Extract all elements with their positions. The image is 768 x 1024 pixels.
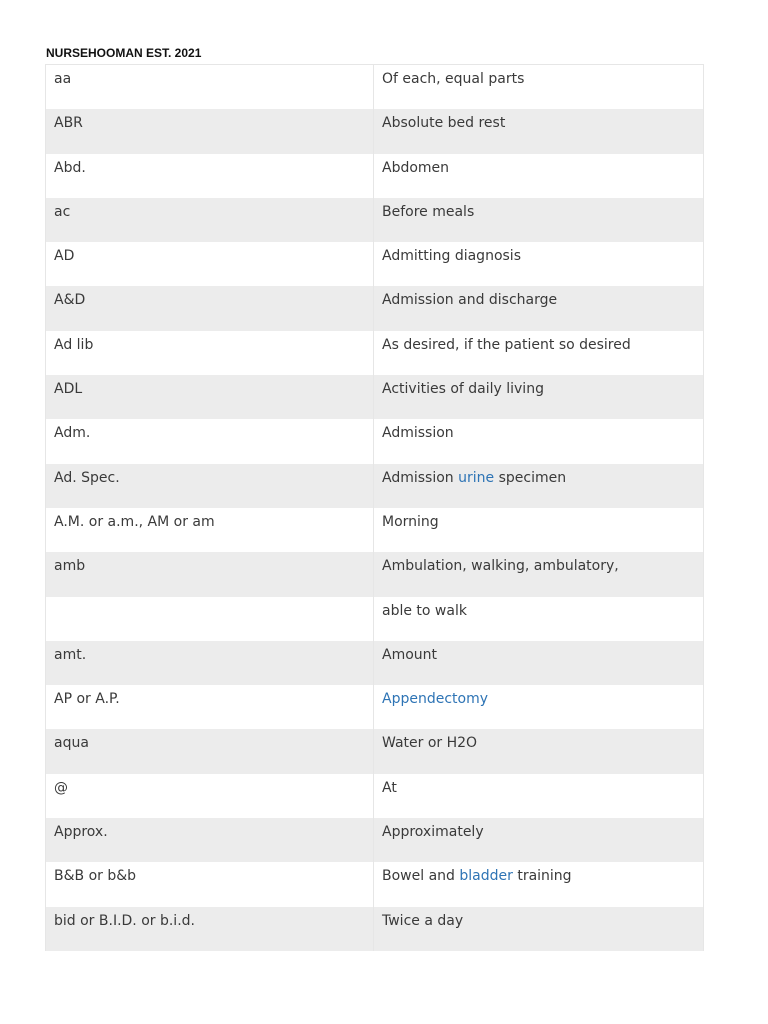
meaning-cell [374,862,703,906]
meaning-cell [374,552,703,596]
meaning-cell [374,242,703,286]
meaning-text: Of each, equal parts [382,71,525,87]
table-row [46,818,703,862]
table-row [46,331,703,375]
document-header: NURSEHOOMAN EST. 2021 [46,46,202,60]
bladder-link[interactable]: bladder [459,868,513,885]
table-row [46,597,703,641]
abbreviation-cell: aa [46,65,374,109]
meaning-text: Absolute bed rest [382,115,506,132]
meaning-text: Approximately [382,824,484,841]
meaning-cell [374,286,703,330]
meaning-cell [374,641,703,685]
meaning-cell [374,685,703,729]
table-row [46,464,703,508]
abbreviation-cell: aqua [46,729,374,773]
meaning-text: Abdomen [382,159,450,176]
meaning-text: Admission [382,469,459,486]
table-row [46,774,703,818]
abbreviation-cell: ADL [46,375,374,419]
urine-link[interactable]: urine [458,469,495,486]
table-row [46,375,703,419]
abbreviation-cell: ac [46,198,374,242]
meaning-text: As desired, if the patient so desired [382,336,631,353]
meaning-cell [374,774,703,818]
abbreviation-cell: B&B or b&b [46,862,374,906]
table-row [46,286,703,330]
meaning-text: Admission [382,425,454,442]
abbreviation-cell: AP or A.P. [46,685,374,729]
meaning-cell [374,331,703,375]
meaning-cell [374,375,703,419]
abbreviation-cell: @ [46,774,374,818]
abbreviation-cell: amb [46,552,374,596]
abbreviation-cell: ABR [46,109,374,153]
meaning-cell [374,419,703,463]
meaning-cell [374,907,703,951]
meaning-text: At [382,779,397,796]
meaning-text: Bowel and [382,868,460,885]
abbreviation-cell: bid or B.I.D. or b.i.d. [46,907,374,951]
table-row [46,198,703,242]
appendectomy-link[interactable]: Appendectomy [382,691,489,708]
abbreviation-cell: Abd. [46,154,374,198]
table-row [46,419,703,463]
table-row [46,729,703,773]
table-row [46,862,703,906]
table-row [46,508,703,552]
meaning-cell [374,464,703,508]
abbreviation-cell: Ad. Spec. [46,464,374,508]
meaning-text: Before meals [382,203,475,220]
table-row [46,641,703,685]
meaning-text: Water or H2O [382,735,478,752]
abbreviation-cell: Ad lib [46,331,374,375]
meaning-cell [374,198,703,242]
meaning-cell [374,109,703,153]
meaning-text: Amount [382,646,438,663]
abbreviation-cell: amt. [46,641,374,685]
meaning-text: Ambulation, walking, ambulatory, [382,558,619,575]
table-row [46,109,703,153]
meaning-cell [374,508,703,552]
abbreviation-cell [46,597,374,641]
meaning-cell [374,154,703,198]
meaning-cell [374,818,703,862]
meaning-text: training [512,868,572,885]
table-row [46,907,703,951]
abbreviation-cell: A&D [46,286,374,330]
meaning-text: Morning [382,513,439,530]
abbreviation-cell: Adm. [46,419,374,463]
abbreviation-cell: Approx. [46,818,374,862]
abbreviation-cell: A.M. or a.m., AM or am [46,508,374,552]
table-row [46,65,703,109]
meaning-text: specimen [494,469,567,486]
meaning-text: Twice a day [382,912,464,929]
abbreviation-table [45,64,704,951]
table-row [46,242,703,286]
table-row [46,552,703,596]
abbreviation-cell: AD [46,242,374,286]
table-row [46,685,703,729]
table-row [46,154,703,198]
meaning-cell [374,729,703,773]
meaning-text: able to walk [382,602,467,619]
meaning-cell [374,597,703,641]
meaning-text: Activities of daily living [382,381,544,398]
meaning-text: Admitting diagnosis [382,248,521,265]
meaning-cell [374,65,703,109]
meaning-text: Admission and discharge [382,292,558,309]
